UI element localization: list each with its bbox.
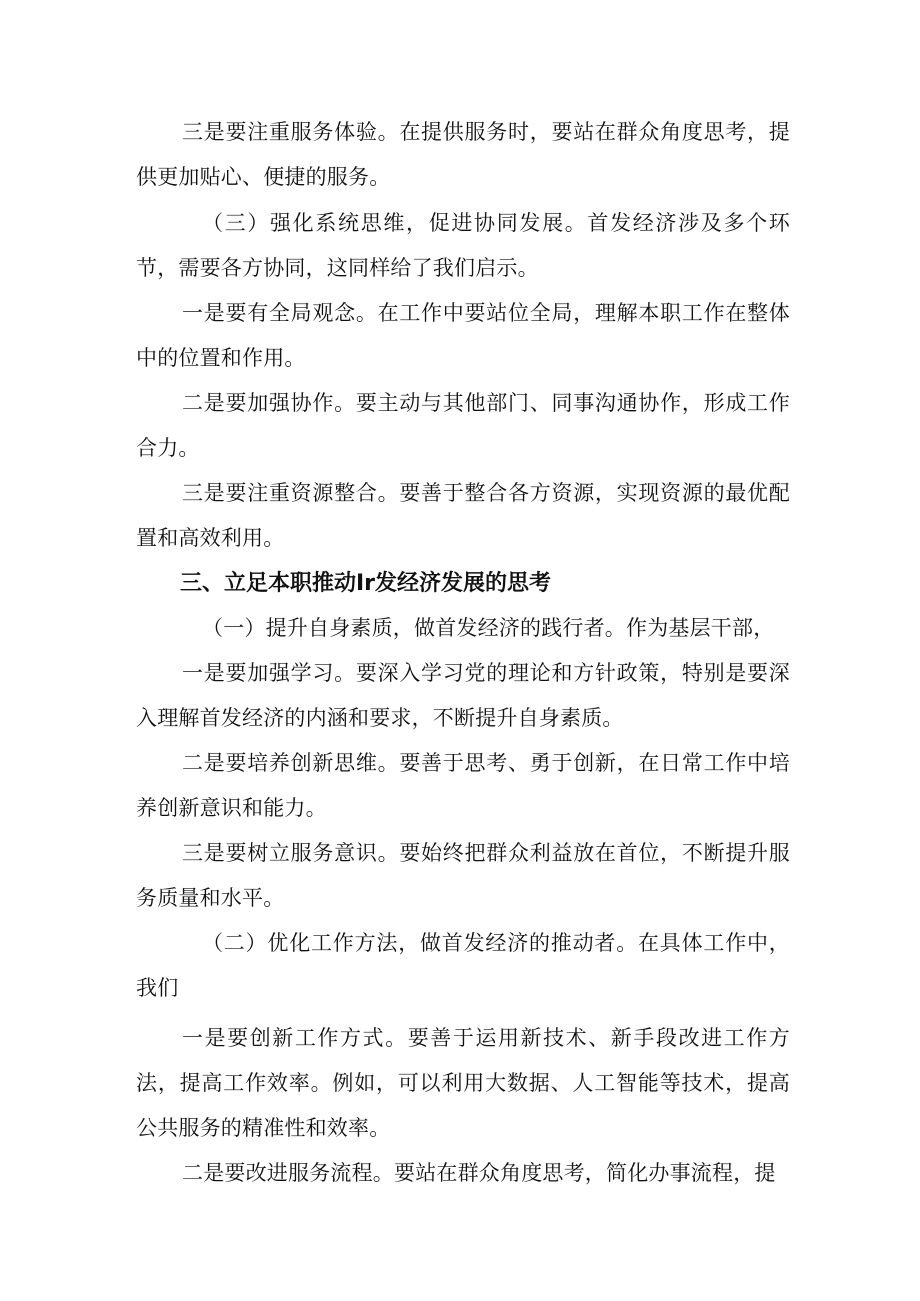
paragraph-innovate-work: 一是要创新工作方式。要善于运用新技术、新手段改进工作方法，提高工作效率。例如，可以利用大数据、人工智能等技术，提高公共服务的精准性和效率。 [136,1026,790,1140]
paragraph-improve-quality: （一）提升自身素质，做首发经济的践行者。作为基层干部， [202,616,775,640]
paragraph-collaboration: 二是要加强协作。要主动与其他部门、同事沟通协作，形成工作合力。 [136,391,790,460]
paragraph-service-experience: 三是要注重服务体验。在提供服务时，要站在群众角度思考，提供更加贴心、便捷的服务。 [136,120,790,189]
paragraph-innovative-thinking: 二是要培养创新思维。要善于思考、勇于创新，在日常工作中培养创新意识和能力。 [136,751,790,820]
paragraph-systems-thinking: （三）强化系统思维，促进协同发展。首发经济涉及多个环节，需要各方协同，这同样给了我们启示。 [136,211,790,280]
section-heading: 三、立足本职推动Ir发经济发展的思考 [180,571,552,596]
paragraph-global-view: 一是要有全局观念。在工作中要站位全局，理解本职工作在整体中的位置和作用。 [136,301,790,370]
paragraph-resource-integration: 三是要注重资源整合。要善于整合各方资源，实现资源的最优配置和高效利用。 [136,481,790,550]
paragraph-strengthen-learning: 一是要加强学习。要深入学习党的理论和方针政策，特别是要深入理解首发经济的内涵和要求，不断提升自身素质。 [136,661,790,730]
paragraph-optimize-methods: （二）优化工作方法，做首发经济的推动者。在具体工作中，我们 [136,931,790,1000]
paragraph-service-awareness: 三是要树立服务意识。要始终把群众利益放在首位，不断提升服务质量和水平。 [136,841,790,910]
paragraph-improve-process: 二是要改进服务流程。要站在群众角度思考，简化办事流程，提 [182,1161,776,1185]
